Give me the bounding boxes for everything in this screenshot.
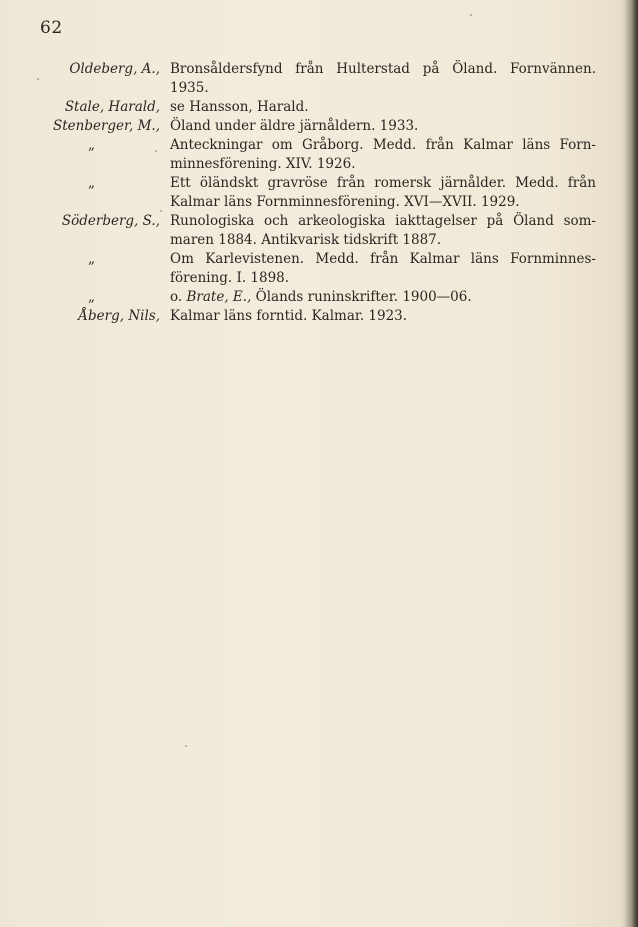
entry-text — [170, 98, 596, 117]
entry-line: Bronsåldersfynd från Hulterstad på Öland. Fornvännen. — [170, 61, 596, 77]
entry-line: Runologiska och arkeologiska iakttagelser på Öland som- — [170, 213, 596, 229]
entry-line: maren 1884. Antikvarisk tidskrift 1887. — [170, 232, 442, 248]
ditto-mark: „ — [88, 289, 95, 305]
paper-speck — [37, 78, 39, 80]
entry-text — [170, 60, 596, 98]
entry-line: Kalmar läns forntid. Kalmar. 1923. — [170, 308, 408, 324]
bibliography-entry — [0, 60, 638, 98]
entry-text — [170, 212, 596, 250]
paper-speck — [185, 745, 187, 747]
ditto-mark: „ — [88, 175, 95, 191]
entry-text — [170, 174, 596, 212]
entry-text — [170, 117, 596, 136]
ditto-mark: „ — [88, 137, 95, 153]
paper-speck — [470, 14, 472, 16]
entry-line: 1935. — [170, 80, 209, 96]
bibliography-entry — [0, 250, 638, 288]
paper-speck — [160, 210, 162, 212]
ditto-mark: „ — [88, 251, 95, 267]
bibliography-entry — [0, 288, 638, 307]
entry-line: Öland under äldre järnåldern. 1933. — [170, 118, 419, 134]
entry-author: Söderberg, S., — [61, 213, 160, 229]
entry-text — [170, 288, 596, 307]
entry-line: Anteckningar om Gråborg. Medd. från Kalmar läns Forn- — [170, 137, 596, 153]
entry-line: Kalmar läns Fornminnesförening. XVI—XVII. 1929. — [170, 194, 520, 210]
coauthor-name: Brate, E., — [186, 289, 252, 305]
bibliography-entry — [0, 212, 638, 250]
entry-line: Om Karlevistenen. Medd. från Kalmar läns Fornminnes- — [170, 251, 596, 267]
entry-text — [170, 250, 596, 288]
bibliography-entry — [0, 98, 638, 117]
entry-text — [170, 136, 596, 174]
page-number: 62 — [40, 18, 63, 38]
bibliography-entry — [0, 136, 638, 174]
entry-text — [170, 307, 596, 326]
entry-line: o. Brate, E., Ölands runinskrifter. 1900—06. — [170, 289, 472, 305]
paper-speck — [155, 150, 157, 152]
entry-line: minnesförening. XIV. 1926. — [170, 156, 356, 172]
bibliography-entry — [0, 307, 638, 326]
entry-line: förening. I. 1898. — [170, 270, 290, 286]
entry-author: Stale, Harald, — [64, 99, 160, 115]
entry-author: Oldeberg, A., — [69, 61, 160, 77]
bibliography-entry — [0, 117, 638, 136]
entry-author: Åberg, Nils, — [78, 308, 160, 324]
bibliography-entry — [0, 174, 638, 212]
entry-line: se Hansson, Harald. — [170, 99, 309, 115]
entry-author: Stenberger, M., — [52, 118, 160, 134]
bibliography-list — [0, 60, 638, 326]
entry-line: Ett öländskt gravröse från romersk järnålder. Medd. från — [170, 175, 596, 191]
